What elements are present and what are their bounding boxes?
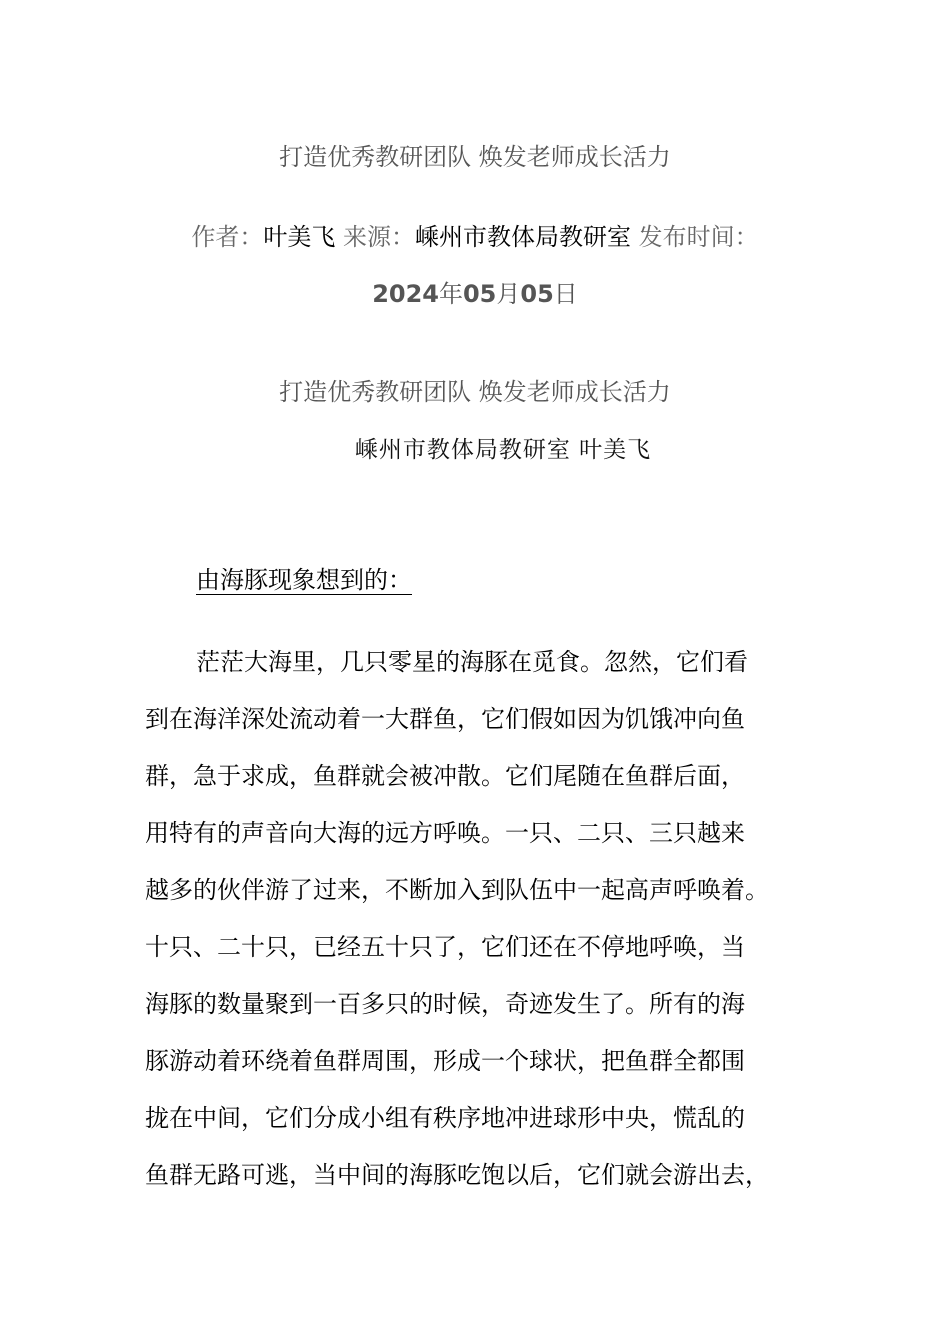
paragraph-line: 鱼群无路可逃，当中间的海豚吃饱以后，它们就会游出去， xyxy=(145,1161,769,1189)
article-title: 打造优秀教研团队 焕发老师成长活力 xyxy=(279,378,671,406)
article-paragraph xyxy=(145,634,825,1204)
paragraph-line: 十只、二十只，已经五十只了，它们还在不停地呼唤，当 xyxy=(145,933,745,961)
date-month-unit: 月 xyxy=(496,280,521,308)
publish-date xyxy=(0,279,950,309)
section-heading: 由海豚现象想到的： xyxy=(196,566,412,594)
source-name: 嵊州市教体局教研室 xyxy=(415,223,631,251)
paragraph-line: 到在海洋深处流动着一大群鱼，它们假如因为饥饿冲向鱼 xyxy=(145,705,745,733)
paragraph-line: 茫茫大海里，几只零星的海豚在觅食。忽然，它们看 xyxy=(196,648,748,676)
paragraph-line: 拢在中间，它们分成小组有秩序地冲进球形中央，慌乱的 xyxy=(145,1104,745,1132)
article-meta xyxy=(0,222,950,252)
author-label: 作者： xyxy=(191,223,264,251)
date-day: 05 xyxy=(520,280,554,308)
paragraph-line: 海豚的数量聚到一百多只的时候，奇迹发生了。所有的海 xyxy=(145,990,745,1018)
page-title: 打造优秀教研团队 焕发老师成长活力 xyxy=(279,143,671,171)
paragraph-line: 豚游动着环绕着鱼群周围，形成一个球状，把鱼群全都围 xyxy=(145,1047,745,1075)
date-month: 05 xyxy=(462,280,497,308)
paragraph-line: 越多的伙伴游了过来，不断加入到队伍中一起高声呼唤着。 xyxy=(145,876,769,904)
date-day-unit: 日 xyxy=(553,280,578,308)
article-byline: 嵊州市教体局教研室 叶美飞 xyxy=(354,437,652,463)
published-label: 发布时间： xyxy=(638,223,759,251)
paragraph-line: 用特有的声音向大海的远方呼唤。一只、二只、三只越来 xyxy=(145,819,745,847)
author-name: 叶美飞 xyxy=(263,223,336,251)
source-label: 来源： xyxy=(343,223,415,251)
date-year: 2024 xyxy=(372,280,439,308)
paragraph-line: 群，急于求成，鱼群就会被冲散。它们尾随在鱼群后面， xyxy=(145,762,745,790)
date-year-unit: 年 xyxy=(438,280,463,308)
